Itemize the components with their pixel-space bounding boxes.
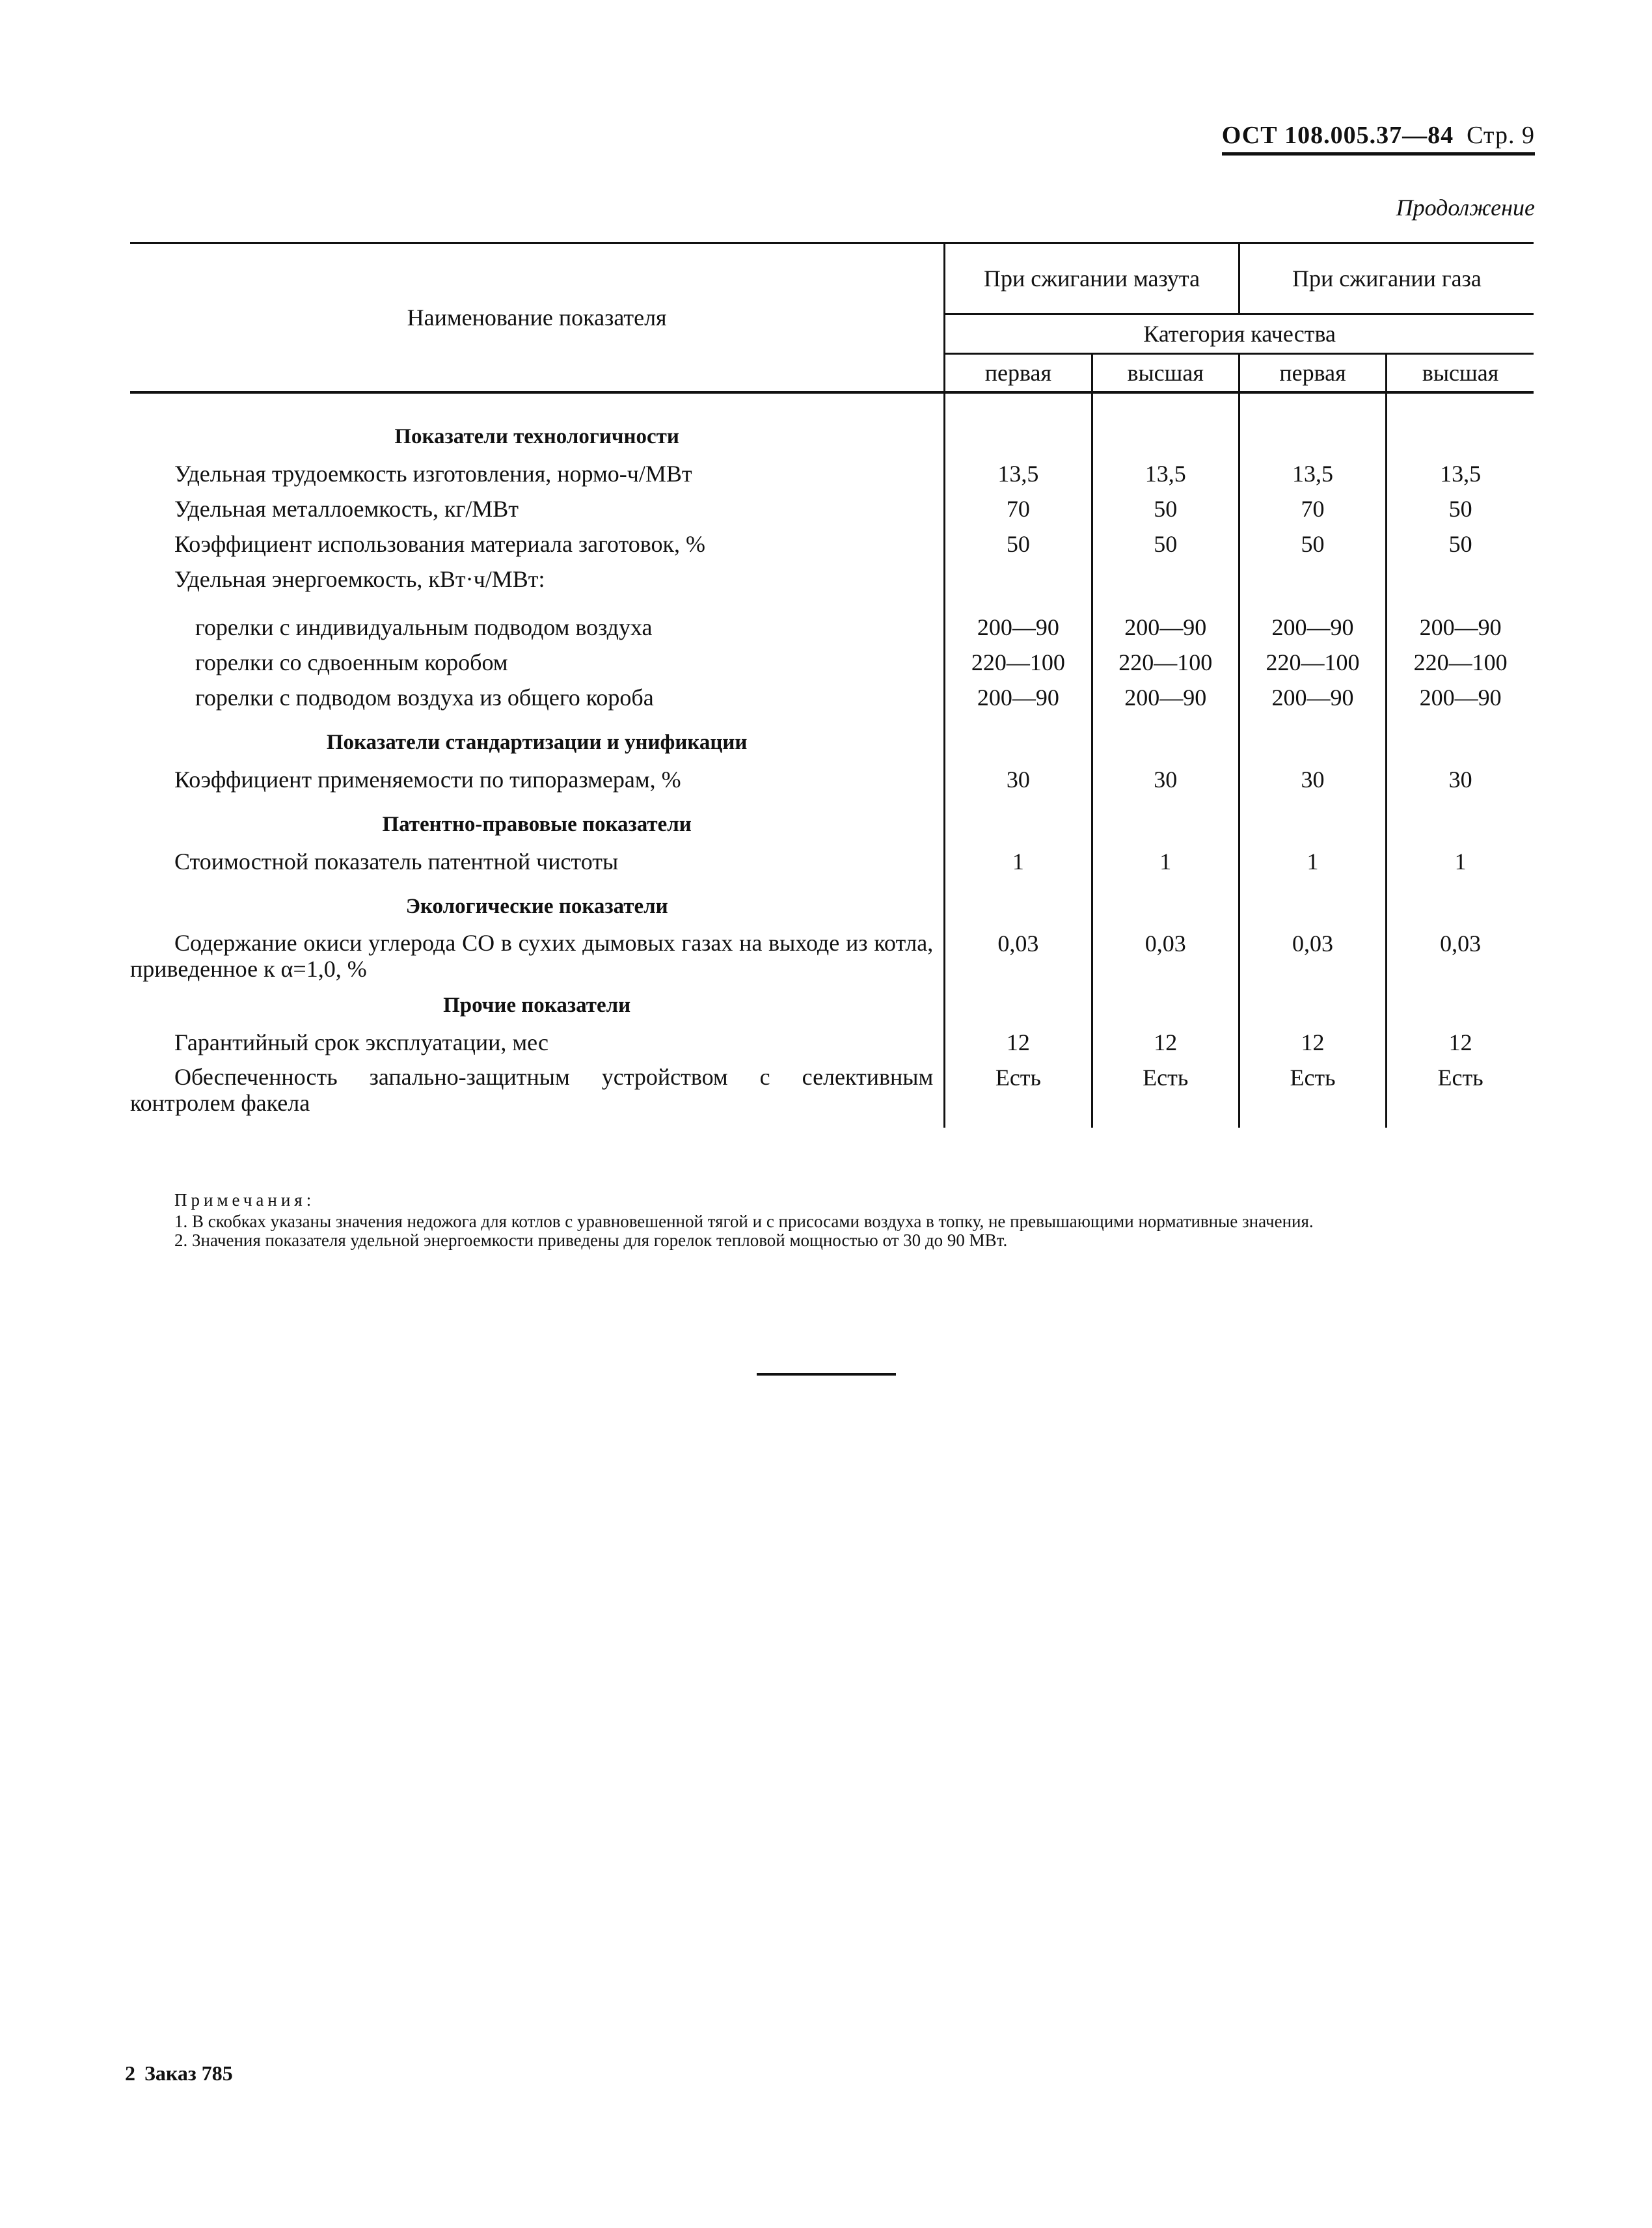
- table-row: [130, 766, 1534, 801]
- value-cell: 12: [1387, 1029, 1534, 1064]
- value-cell: 1: [1092, 848, 1239, 883]
- value-cell: 50: [945, 530, 1092, 565]
- value-cell: 50: [1092, 495, 1239, 530]
- section-title: Экологические показатели: [405, 894, 668, 918]
- section-title: Патентно-правовые показатели: [382, 812, 692, 836]
- value-cell: 50: [1387, 530, 1534, 565]
- value-cell: 0,03: [945, 930, 1092, 982]
- indicators-table: [130, 242, 1534, 1128]
- order-number: Заказ 785: [144, 2061, 233, 2085]
- table-row: [130, 565, 1534, 601]
- value-cell: 220—100: [1387, 649, 1534, 684]
- indicator-label: Гарантийный срок эксплуатации, мес: [174, 1029, 548, 1055]
- value-cell: [1387, 801, 1534, 848]
- spacer-row: [130, 392, 1534, 413]
- table-row: [130, 495, 1534, 530]
- value-cell: [1239, 413, 1386, 460]
- value-cell: [945, 1116, 1092, 1128]
- value-cell: 0,03: [1239, 930, 1386, 982]
- value-cell: Есть: [945, 1064, 1092, 1116]
- value-cell: 200—90: [945, 601, 1092, 649]
- value-cell: 200—90: [1092, 684, 1239, 719]
- value-cell: 50: [1239, 530, 1386, 565]
- value-cell: [1092, 1116, 1239, 1128]
- value-cell: 12: [1092, 1029, 1239, 1064]
- value-cell: Есть: [1092, 1064, 1239, 1116]
- table-row: [130, 848, 1534, 883]
- value-cell: [1239, 982, 1386, 1029]
- value-cell: 13,5: [1239, 460, 1386, 495]
- value-cell: Есть: [1387, 1064, 1534, 1116]
- subheader-highest: высшая: [1092, 354, 1239, 393]
- table-body: [130, 392, 1534, 1128]
- section-row: [130, 982, 1534, 1029]
- value-cell: 50: [1387, 495, 1534, 530]
- value-cell: 12: [1239, 1029, 1386, 1064]
- indicator-label: Коэффициент использования материала заготовок, %: [174, 531, 706, 557]
- notes: [125, 1191, 1530, 1250]
- table-row: [130, 601, 1534, 649]
- value-cell: [945, 392, 1092, 413]
- section-row: [130, 413, 1534, 460]
- end-row: [130, 1116, 1534, 1128]
- value-cell: 220—100: [945, 649, 1092, 684]
- value-cell: 0,03: [1387, 930, 1534, 982]
- table-row: [130, 684, 1534, 719]
- value-cell: [1387, 565, 1534, 601]
- subheader-highest: высшая: [1387, 354, 1534, 393]
- value-cell: 30: [1092, 766, 1239, 801]
- value-cell: Есть: [1239, 1064, 1386, 1116]
- value-cell: 30: [1387, 766, 1534, 801]
- value-cell: [1092, 413, 1239, 460]
- value-cell: [1092, 883, 1239, 930]
- indicator-label: горелки с подводом воздуха из общего короба: [195, 685, 654, 711]
- value-cell: 200—90: [1092, 601, 1239, 649]
- value-cell: 50: [1092, 530, 1239, 565]
- label-cell: [130, 1116, 945, 1128]
- page-number: Стр. 9: [1467, 122, 1535, 149]
- value-cell: [945, 801, 1092, 848]
- end-rule: [757, 1373, 896, 1376]
- value-cell: 1: [1239, 848, 1386, 883]
- label-cell: [130, 392, 945, 413]
- document-header: [1222, 121, 1535, 156]
- table-row: [130, 460, 1534, 495]
- group-header-fuel-oil: При сжигании мазута: [945, 243, 1239, 314]
- value-cell: [1239, 392, 1386, 413]
- footer-number: 2: [125, 2061, 135, 2085]
- value-cell: [1239, 565, 1386, 601]
- value-cell: 1: [945, 848, 1092, 883]
- value-cell: 70: [945, 495, 1092, 530]
- footer: [125, 2061, 233, 2085]
- indicator-label: Удельная трудоемкость изготовления, нормо-ч/МВт: [174, 461, 692, 487]
- value-cell: [1239, 801, 1386, 848]
- value-cell: [1092, 392, 1239, 413]
- section-row: [130, 719, 1534, 766]
- value-cell: 30: [945, 766, 1092, 801]
- note-item: 2. Значения показателя удельной энергоемкости приведены для горелок тепловой мощностью от 30 до 90 МВт.: [174, 1230, 1008, 1250]
- value-cell: [1092, 801, 1239, 848]
- value-cell: 200—90: [1387, 684, 1534, 719]
- value-cell: [1387, 1116, 1534, 1128]
- value-cell: 200—90: [1239, 684, 1386, 719]
- value-cell: [945, 883, 1092, 930]
- value-cell: 220—100: [1239, 649, 1386, 684]
- value-cell: [1239, 883, 1386, 930]
- value-cell: 13,5: [1387, 460, 1534, 495]
- value-cell: [945, 982, 1092, 1029]
- document-id: ОСТ 108.005.37—84: [1221, 122, 1454, 149]
- value-cell: 13,5: [1092, 460, 1239, 495]
- continuation-label: Продолжение: [1396, 195, 1535, 221]
- value-cell: [945, 719, 1092, 766]
- subheader-first: первая: [1239, 354, 1386, 393]
- table-row: [130, 1064, 1534, 1116]
- quality-category-header: Категория качества: [945, 314, 1534, 354]
- value-cell: [1092, 565, 1239, 601]
- value-cell: 220—100: [1092, 649, 1239, 684]
- indicator-label: горелки с индивидуальным подводом воздуха: [195, 614, 653, 640]
- indicator-label: Удельная металлоемкость, кг/МВт: [174, 496, 519, 522]
- section-title: Показатели стандартизации и унификации: [326, 730, 748, 754]
- value-cell: 30: [1239, 766, 1386, 801]
- group-header-gas: При сжигании газа: [1239, 243, 1534, 314]
- value-cell: 200—90: [945, 684, 1092, 719]
- indicator-label: Стоимостной показатель патентной чистоты: [174, 849, 619, 875]
- name-column-header: Наименование показателя: [130, 243, 945, 393]
- value-cell: [1239, 719, 1386, 766]
- table-row: [130, 930, 1534, 982]
- indicator-label: Удельная энергоемкость, кВт·ч/МВт:: [174, 566, 545, 592]
- value-cell: [1387, 883, 1534, 930]
- value-cell: [1387, 392, 1534, 413]
- value-cell: [1387, 413, 1534, 460]
- table-row: [130, 530, 1534, 565]
- section-title: Прочие показатели: [443, 993, 631, 1017]
- notes-title: Примечания:: [174, 1190, 316, 1210]
- section-row: [130, 883, 1534, 930]
- value-cell: 1: [1387, 848, 1534, 883]
- subheader-first: первая: [945, 354, 1092, 393]
- section-row: [130, 801, 1534, 848]
- table-row: [130, 649, 1534, 684]
- indicator-label: Коэффициент применяемости по типоразмерам, %: [174, 767, 681, 793]
- value-cell: [1092, 719, 1239, 766]
- table-row: [130, 1029, 1534, 1064]
- indicator-label: Обеспеченность запально-защитным устройством с селективным контролем факела: [130, 1064, 934, 1116]
- note-item: 1. В скобках указаны значения недожога для котлов с уравновешенной тягой и с присосами воздуха в топку, не превышающими нормативные значения.: [174, 1212, 1314, 1231]
- value-cell: [1092, 982, 1239, 1029]
- value-cell: [945, 413, 1092, 460]
- indicator-label: Содержание окиси углерода CO в сухих дымовых газах на выходе из котла, приведенное к α=1,0, %: [130, 930, 934, 982]
- value-cell: 12: [945, 1029, 1092, 1064]
- value-cell: [1387, 982, 1534, 1029]
- section-title: Показатели технологичности: [394, 424, 679, 448]
- value-cell: 0,03: [1092, 930, 1239, 982]
- value-cell: [1387, 719, 1534, 766]
- value-cell: 200—90: [1239, 601, 1386, 649]
- indicator-label: горелки со сдвоенным коробом: [195, 649, 508, 675]
- value-cell: 200—90: [1387, 601, 1534, 649]
- value-cell: 70: [1239, 495, 1386, 530]
- value-cell: 13,5: [945, 460, 1092, 495]
- value-cell: [1239, 1116, 1386, 1128]
- value-cell: [945, 565, 1092, 601]
